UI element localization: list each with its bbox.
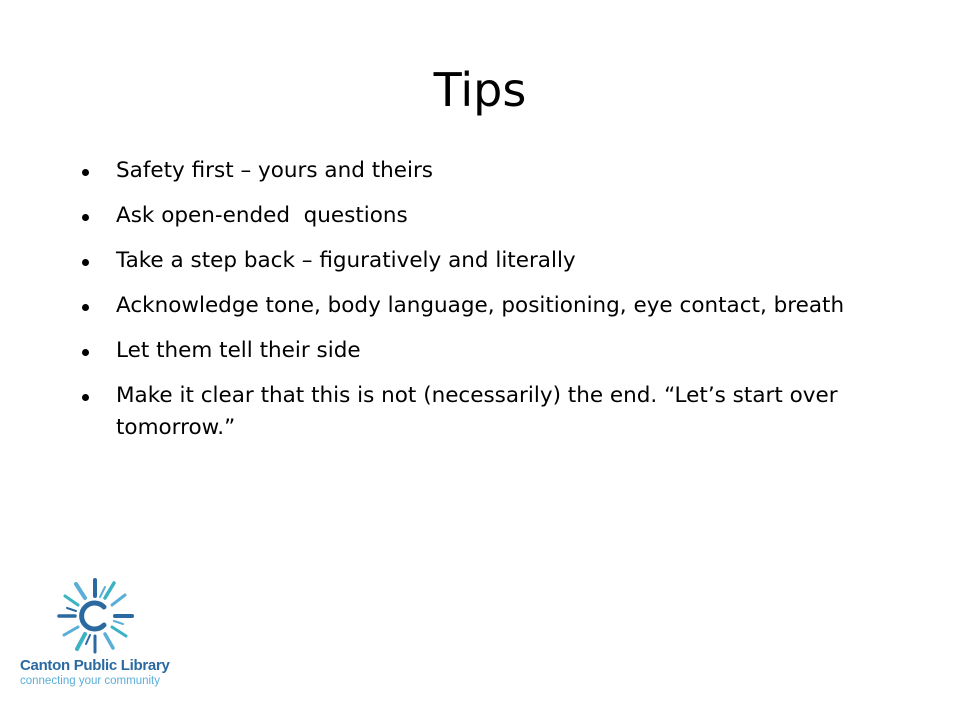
list-item — [76, 335, 896, 367]
bullet-icon — [82, 394, 89, 401]
sunburst-rays — [59, 580, 132, 652]
list-item — [76, 290, 896, 322]
library-tagline: connecting your community — [20, 675, 160, 687]
list-item — [76, 200, 896, 232]
list-item-text: Let them tell their side — [116, 338, 361, 363]
library-logo-icon — [46, 575, 146, 657]
slide-title: Tips — [433, 63, 527, 117]
list-item-text: Safety first – yours and theirs — [116, 158, 433, 183]
list-item-text: Take a step back – figuratively and literally — [116, 248, 576, 273]
bullet-icon — [82, 169, 89, 176]
list-item — [76, 155, 896, 187]
library-logo — [20, 575, 170, 695]
list-item — [76, 245, 896, 277]
list-item — [76, 380, 896, 444]
list-item-text: Make it clear that this is not (necessarily) the end. “Let’s start over tomorrow.” — [116, 383, 838, 440]
list-item-text: Ask open-ended questions — [116, 203, 408, 228]
letter-c-mark — [82, 603, 104, 629]
tips-list — [76, 155, 896, 457]
bullet-icon — [82, 214, 89, 221]
list-item-text: Acknowledge tone, body language, positioning, eye contact, breath — [116, 293, 845, 318]
bullet-icon — [82, 349, 89, 356]
library-name: Canton Public Library — [20, 657, 170, 674]
bullet-icon — [82, 304, 89, 311]
bullet-icon — [82, 259, 89, 266]
